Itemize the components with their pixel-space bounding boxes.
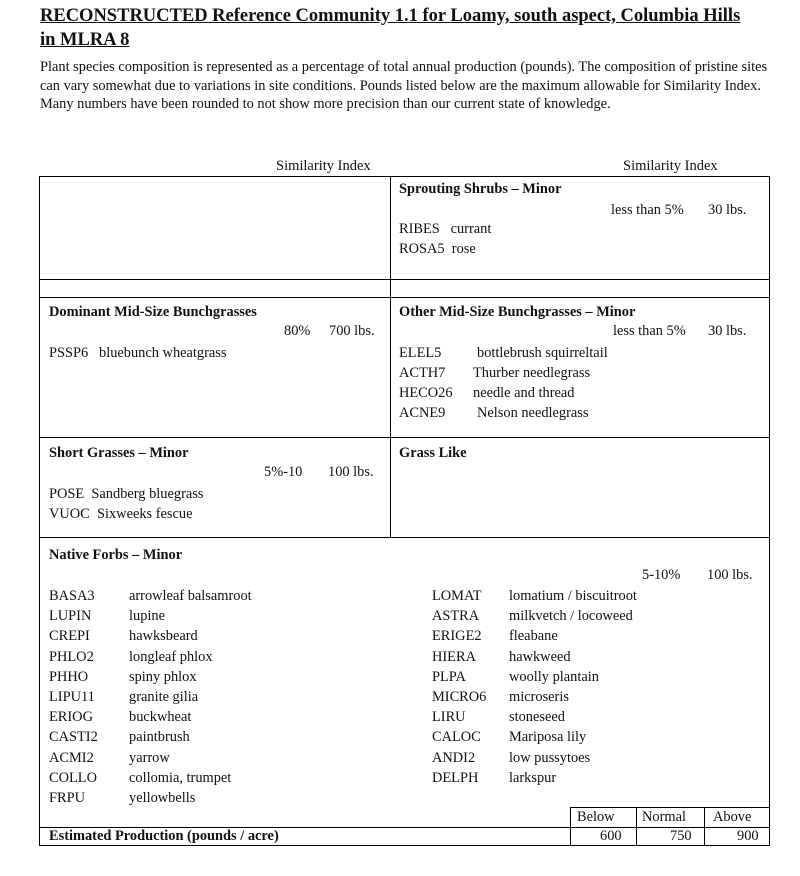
production-header-below: Below <box>577 809 615 825</box>
species-name: bluebunch wheatgrass <box>99 345 227 361</box>
species-code: ACMI2 <box>49 749 94 766</box>
species-name: spiny phlox <box>129 668 197 685</box>
species-name: hawksbeard <box>129 628 198 645</box>
group-heading-sprouting-shrubs: Sprouting Shrubs – Minor <box>399 181 562 197</box>
species-row <box>432 727 637 747</box>
species-name: lomatium / biscuitroot <box>509 588 637 604</box>
species-code: LUPIN <box>49 608 92 625</box>
species-name: granite gilia <box>129 689 199 706</box>
species-row <box>432 707 637 727</box>
species-code: LOMAT <box>432 588 482 604</box>
species-row <box>432 687 637 707</box>
species-code: FRPU <box>49 790 85 807</box>
production-value-normal: 750 <box>670 828 692 844</box>
group-pounds: 30 lbs. <box>708 323 747 339</box>
species-row <box>49 768 252 788</box>
group-percent: 80% <box>284 323 311 339</box>
production-header-normal: Normal <box>642 809 686 825</box>
species-list <box>49 484 203 524</box>
production-header-above: Above <box>713 809 752 825</box>
species-row <box>432 667 637 687</box>
species-code: HECO26 <box>399 385 453 401</box>
species-name: bottlebrush squirreltail <box>477 345 608 361</box>
species-row <box>399 239 491 259</box>
species-name: Sandberg bluegrass <box>91 486 204 502</box>
group-pounds: 700 lbs. <box>329 323 375 339</box>
species-name: needle and thread <box>473 385 575 401</box>
species-row <box>49 626 252 646</box>
species-code: BASA3 <box>49 588 95 604</box>
species-name: low pussytoes <box>509 749 591 766</box>
species-name: hawkweed <box>509 648 571 665</box>
species-name: arrowleaf balsamroot <box>129 588 252 604</box>
production-value-above: 900 <box>737 828 759 844</box>
species-name: buckwheat <box>129 709 192 726</box>
species-name: larkspur <box>509 769 557 786</box>
group-heading-native-forbs: Native Forbs – Minor <box>49 547 183 563</box>
species-row <box>432 586 637 606</box>
species-name: Sixweeks fescue <box>96 506 193 522</box>
species-name: rose <box>451 241 476 257</box>
species-list <box>399 343 608 423</box>
species-code: ACNE9 <box>399 405 446 421</box>
group-percent: 5%-10 <box>264 464 303 480</box>
species-code: HIERA <box>432 648 476 665</box>
species-name: milkvetch / locoweed <box>509 608 633 625</box>
species-code: PHHO <box>49 668 89 685</box>
row-divider <box>40 279 769 280</box>
species-row <box>399 383 608 403</box>
species-row <box>432 748 637 768</box>
species-name: woolly plantain <box>509 668 599 685</box>
species-row <box>49 647 252 667</box>
species-name: lupine <box>129 608 165 625</box>
species-code: CASTI2 <box>49 729 98 746</box>
species-name: Mariposa lily <box>509 729 587 746</box>
species-code: CALOC <box>432 729 481 746</box>
species-name: fleabane <box>509 628 558 645</box>
species-name: Nelson needlegrass <box>477 405 589 421</box>
forbs-list-left <box>49 586 252 808</box>
species-row <box>432 647 637 667</box>
group-percent: less than 5% <box>611 202 684 218</box>
row-divider <box>570 807 769 808</box>
species-name: yarrow <box>129 749 170 766</box>
group-percent: less than 5% <box>613 323 686 339</box>
group-heading-short-grasses: Short Grasses – Minor <box>49 445 189 461</box>
species-name: collomia, trumpet <box>129 769 232 786</box>
similarity-index-label-right: Similarity Index <box>623 158 718 174</box>
species-name: longleaf phlox <box>129 648 213 665</box>
group-heading-grass-like: Grass Like <box>399 445 467 461</box>
species-code: CREPI <box>49 628 90 645</box>
composition-table <box>39 176 770 846</box>
species-name: currant <box>450 221 492 237</box>
species-row <box>432 768 637 788</box>
species-code: VUOC <box>49 506 90 522</box>
row-divider <box>40 537 769 538</box>
group-heading-dominant-bunchgrasses: Dominant Mid-Size Bunchgrasses <box>49 304 257 320</box>
species-row <box>49 484 203 504</box>
group-pounds: 100 lbs. <box>328 464 374 480</box>
species-row <box>49 727 252 747</box>
species-code: ERIOG <box>49 709 93 726</box>
species-row <box>49 788 252 808</box>
species-code: MICRO6 <box>432 689 487 706</box>
species-code: LIRU <box>432 709 466 726</box>
species-code: PHLO2 <box>49 648 94 665</box>
species-row <box>399 403 608 423</box>
production-value-below: 600 <box>600 828 622 844</box>
group-heading-other-bunchgrasses: Other Mid-Size Bunchgrasses – Minor <box>399 304 636 320</box>
species-code: ACTH7 <box>399 365 446 381</box>
species-code: RIBES <box>399 221 440 237</box>
production-label: Estimated Production (pounds / acre) <box>49 828 279 844</box>
species-row <box>49 667 252 687</box>
species-code: ROSA5 <box>399 241 445 257</box>
species-code: POSE <box>49 486 85 502</box>
species-row <box>49 586 252 606</box>
species-name: stoneseed <box>509 709 565 726</box>
species-row <box>49 748 252 768</box>
intro-paragraph: Plant species composition is represented as a percentage of total annual production (pounds). The composition of pristine sites can vary somewhat due to variations in site conditions. Pounds listed below are the maximum allowable for Similarity Index. Many numbers have been rounded to not show more precision than our current state of knowledge. <box>40 59 768 112</box>
column-divider <box>390 177 391 537</box>
species-code: DELPH <box>432 769 479 786</box>
species-code: ASTRA <box>432 608 480 625</box>
species-code: ANDI2 <box>432 749 476 766</box>
column-divider <box>704 807 705 845</box>
species-code: PSSP6 <box>49 345 89 361</box>
species-row <box>49 504 203 524</box>
group-pounds: 100 lbs. <box>707 567 753 583</box>
forbs-list-right <box>432 586 637 788</box>
species-code: LIPU11 <box>49 689 95 706</box>
species-row <box>432 626 637 646</box>
column-divider <box>636 807 637 845</box>
species-name: microseris <box>509 689 569 706</box>
document-title: RECONSTRUCTED Reference Community 1.1 for Loamy, south aspect, Columbia Hills in MLRA 8 <box>40 6 741 50</box>
species-code: ELEL5 <box>399 345 442 361</box>
group-percent: 5-10% <box>642 567 681 583</box>
group-pounds: 30 lbs. <box>708 202 747 218</box>
species-list <box>399 219 491 259</box>
species-code: COLLO <box>49 769 97 786</box>
species-row <box>399 343 608 363</box>
column-divider <box>570 807 571 845</box>
species-name: paintbrush <box>129 729 190 746</box>
species-row <box>432 606 637 626</box>
species-row <box>49 606 252 626</box>
species-row <box>49 707 252 727</box>
species-code: PLPA <box>432 668 466 685</box>
species-row <box>49 343 227 363</box>
species-code: ERIGE2 <box>432 628 482 645</box>
species-name: Thurber needlegrass <box>473 365 591 381</box>
row-divider <box>40 297 769 298</box>
species-row <box>399 363 608 383</box>
species-row <box>399 219 491 239</box>
species-row <box>49 687 252 707</box>
similarity-index-label-left: Similarity Index <box>276 158 371 174</box>
species-name: yellowbells <box>129 790 196 807</box>
row-divider <box>40 437 769 438</box>
